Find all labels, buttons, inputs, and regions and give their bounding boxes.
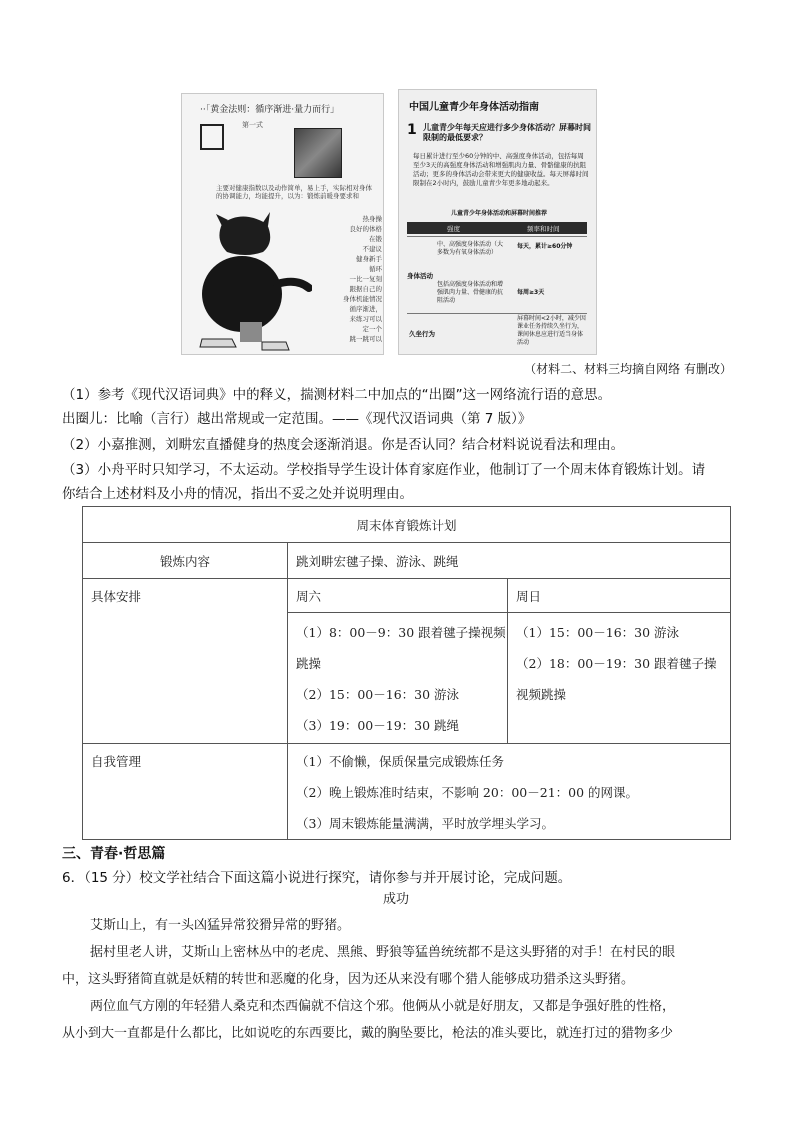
question-2: （2）小嘉推测，刘畊宏直播健身的热度会逐渐消退。你是否认同？结合材料说说看法和理由。 [62, 437, 625, 453]
plan-sunday-label: 周日 [508, 579, 731, 613]
plan-content-label: 锻炼内容 [83, 543, 288, 579]
question-1: （1）参考《现代汉语词典》中的释义，揣测材料二中加点的“出圈”这一网络流行语的意思。 [62, 387, 612, 403]
self-management-item: （1）不偷懒，保质保量完成锻炼任务 [296, 754, 504, 769]
guideline-paragraph: 每日累计进行至少60分钟的中、高强度身体活动，包括每周至少3天的高强度身体活动和增强肌肉力量、骨骼健康的抗阻活动；更多的身体活动会带来更大的健康收益。每天屏幕时间限制在2小时内，鼓励儿童青少年更多地动起来。 [413, 152, 589, 187]
dictionary-definition: 出圈儿：比喻（言行）越出常规或一定范围。——《现代汉语词典（第 7 版）》 [62, 411, 532, 427]
saturday-item: （2）15：00－16：30 游泳 [296, 687, 460, 702]
plan-schedule-label: 具体安排 [83, 579, 288, 744]
story-line: 艾斯山上，有一头凶猛异常狡猾异常的野猪。 [90, 918, 351, 933]
material-image-activity-guideline [398, 89, 597, 355]
cartoon-side-lines: 热身操 良好的体格 在锻 不建议 健身新手 循环 一比一复刻 跟据自己的 身体机能情况 循序渐进， 来练习可以 定一个 跳一跳可以 [343, 215, 382, 343]
guideline-question-number: 1 [407, 122, 417, 138]
saturday-item: （3）19：00－19：30 跳绳 [296, 718, 460, 733]
video-still-image [294, 128, 342, 178]
question-3-line-1: （3）小舟平时只知学习，不太运动。学校指导学生设计体育家庭作业，他制订了一个周末体育锻炼计划。请 [62, 462, 706, 478]
plan-self-management-items [288, 744, 731, 840]
plan-content-value: 跳刘畊宏毽子操、游泳、跳绳 [288, 543, 731, 579]
story-line: 两位血气方刚的年轻猎人桑克和杰西偏就不信这个邪。他俩从小就是好朋友，又都是争强好胜的性格， [90, 999, 676, 1014]
sunday-item: （2）18：00－19：30 跟着毽子操 [516, 656, 717, 671]
guideline-table-header: 强度 频率和时间 [407, 222, 587, 234]
saturday-item: （1）8：00－9：30 跟着毽子操视频 [296, 625, 506, 640]
sunday-item: （1）15：00－16：30 游泳 [516, 625, 680, 640]
story-line: 从小到大一直都是什么都比，比如说吃的东西要比，戴的胸坠要比，枪法的准头要比，就连打过的猎物多少 [62, 1026, 674, 1041]
plan-sunday-items [508, 613, 731, 744]
sunday-item: 视频跳操 [516, 687, 567, 702]
material-image-exercise-cartoon [181, 93, 384, 355]
question-6: 6．（15 分）校文学社结合下面这篇小说进行探究，请你参与并开展讨论，完成问题。 [62, 870, 572, 886]
guideline-table-caption: 儿童青少年身体活动和屏幕时间推荐 [450, 210, 547, 217]
plan-title: 周末体育锻炼计划 [83, 507, 731, 543]
cartoon-figure-icon [192, 204, 312, 354]
cartoon-header: ··「黄金法则：循序渐进·量力而行」 [200, 105, 340, 115]
cartoon-bubble-text: 主要对健康指数以及动作简单，易上手，实际相对身体的协调能力，均能提升，以为：锻炼前暖身要求和 [216, 184, 372, 200]
guideline-title: 中国儿童青少年身体活动指南 [409, 102, 539, 113]
story-line: 中，这头野猪简直就是妖精的转世和恶魔的化身，因为还从来没有哪个猎人能够成功猎杀这头野猪。 [62, 972, 635, 987]
saturday-item: 跳操 [296, 656, 322, 671]
plan-saturday-label: 周六 [288, 579, 508, 613]
self-management-item: （2）晚上锻炼准时结束，不影响 20：00－21：00 的网课。 [296, 785, 639, 800]
guideline-question: 儿童青少年每天应进行多少身体活动？屏幕时间限制的最低要求？ [423, 123, 591, 142]
guideline-table-body: 中、高强度身体活动（大多数为有氧身体活动） 每天，累计≥60分钟 身体活动 包括高强度身体活动和增强肌肉力量、骨健康的抗阻活动 每周≥3天 久坐行为 屏幕时间<2小时，减少因课业任务持续久坐行为，课间休息应进行适当身体活动 [407, 236, 587, 349]
weekend-exercise-plan-table [82, 506, 731, 840]
story-line: 据村里老人讲，艾斯山上密林丛中的老虎、黑熊、野狼等猛兽统统都不是这头野猪的对手！在村民的眼 [90, 945, 676, 960]
picture-frame-icon [200, 124, 224, 150]
plan-self-management-label: 自我管理 [83, 744, 288, 840]
material-source-note: （材料二、材料三均摘自网络 有删改） [524, 362, 732, 376]
plan-saturday-items [288, 613, 508, 744]
section-heading: 三、青春·哲思篇 [62, 846, 166, 862]
self-management-item: （3）周末锻炼能量满满，平时放学埋头学习。 [296, 816, 554, 831]
cartoon-caption: 第一式 [242, 121, 263, 129]
question-3-line-2: 你结合上述材料及小舟的情况，指出不妥之处并说明理由。 [62, 486, 413, 502]
story-title: 成功 [383, 892, 410, 907]
